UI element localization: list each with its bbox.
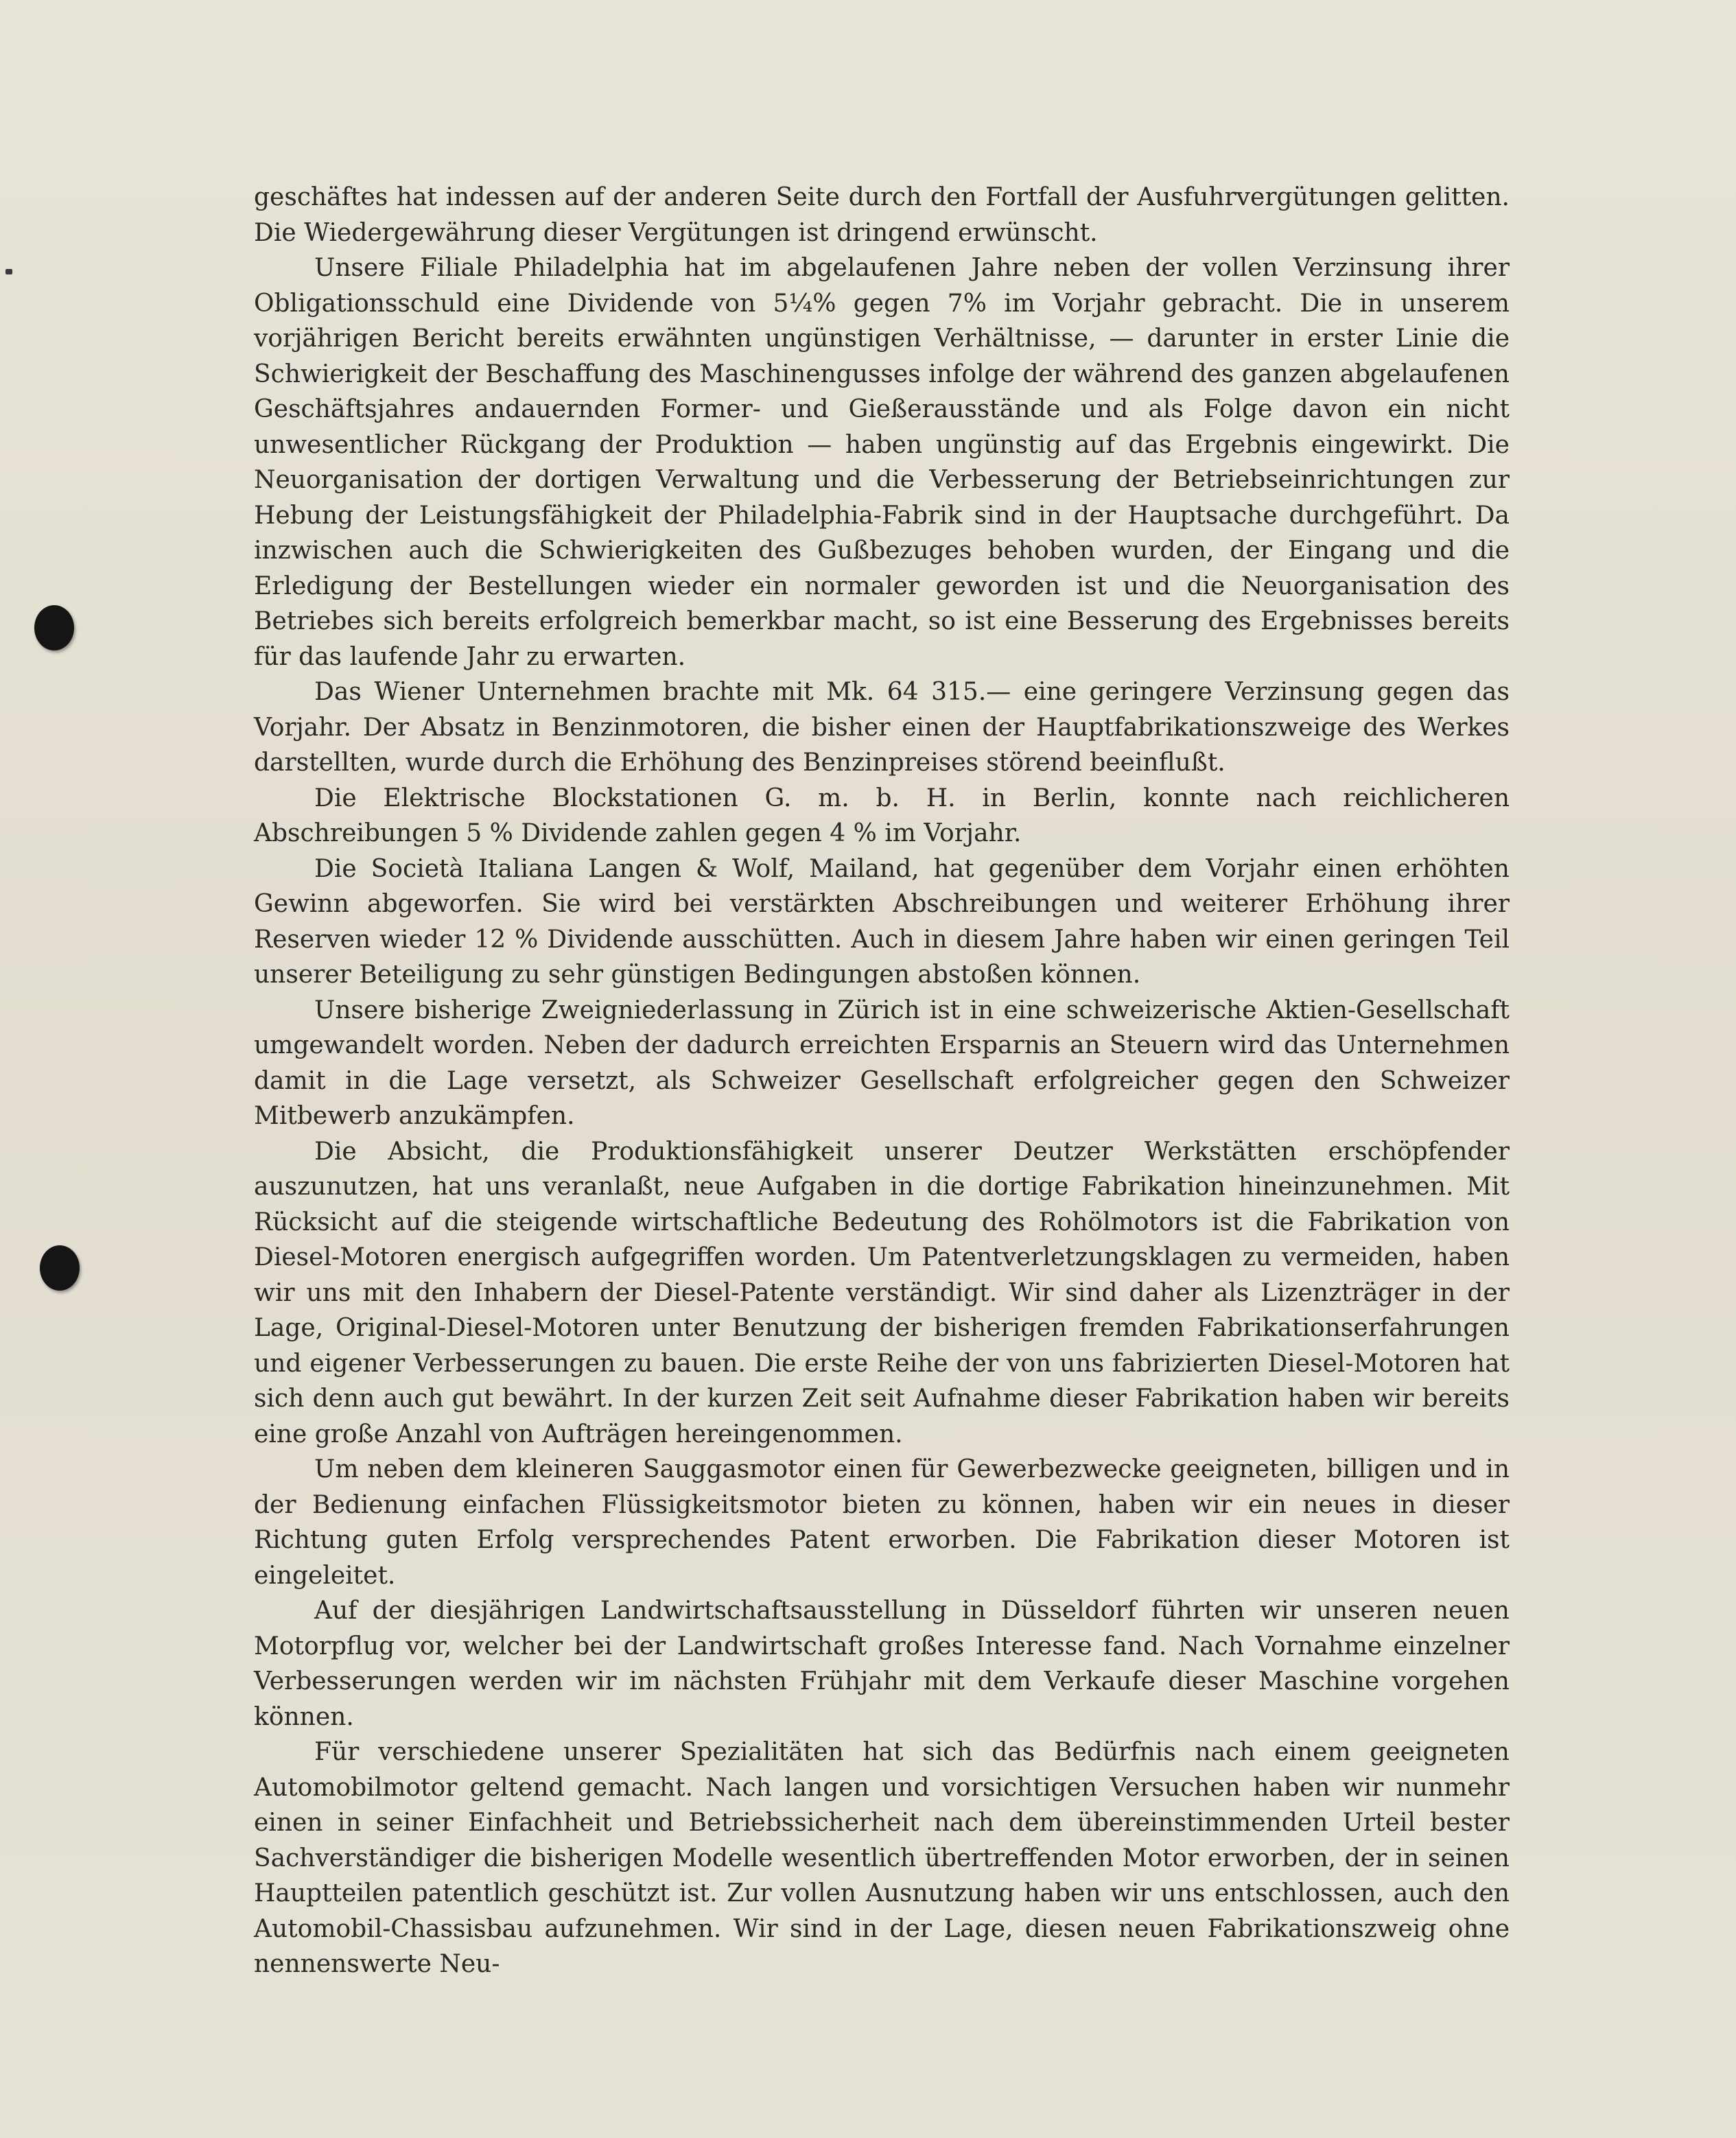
paragraph-automobilmotor: Für verschiedene unserer Spezialitäten hat sich das Bedürfnis nach einem geeigneten Automobilmotor geltend gemacht. Nach langen und vorsichtigen Versuchen haben wir nunmehr einen in seiner Einfachheit und Betriebssicherheit nach dem übereinstimmenden Urteil bester Sachverständiger die bisherigen Modelle wesentlich übertreffenden Motor erworben, der in seinen Hauptteilen patentlich geschützt ist. Zur vollen Ausnutzung haben wir uns entschlossen, auch den Automobil-Chassisbau aufzunehmen. Wir sind in der Lage, diesen neuen Fabrikationszweig ohne nennenswerte Neu- bbox=[254, 1738, 1510, 1978]
margin-ink-mark bbox=[5, 269, 12, 274]
paragraph-continuation: geschäftes hat indessen auf der anderen Seite durch den Fortfall der Ausfuhrvergütungen gelitten. Die Wiedergewährung dieser Vergütungen ist dringend erwünscht. bbox=[254, 183, 1510, 247]
binding-hole-bottom bbox=[40, 1245, 80, 1291]
paragraph-philadelphia: Unsere Filiale Philadelphia hat im abgelaufenen Jahre neben der vollen Verzinsung ihrer Obligationsschuld eine Dividende von 5¼% gegen 7% im Vorjahr gebracht. Die in unserem vorjährigen Bericht bereits erwähnten ungünstigen Verhältnisse, — darunter in erster Linie die Schwierigkeit der Beschaffung des Maschinengusses infolge der während des ganzen abgelaufenen Geschäftsjahres andauernden Former- und Gießerausstände und als Folge davon ein nicht unwesentlicher Rückgang der Produktion — haben ungünstig auf das Ergebnis eingewirkt. Die Neuorganisation der dortigen Verwaltung und die Verbesserung der Betriebseinrichtungen zur Hebung der Leistungsfähigkeit der Philadelphia-Fabrik sind in der Hauptsache durchgeführt. Da inzwischen auch die Schwierigkeiten des Gußbezuges behoben wurden, der Eingang und die Erledigung der Bestellungen wieder ein normaler geworden ist und die Neuorganisation des Betriebes sich bereits erfolgreich bemerkbar macht, so ist eine Besserung des Ergebnisses bereits für das laufende Jahr zu erwarten. bbox=[254, 254, 1510, 671]
paragraph-societa-italiana: Die Società Italiana Langen & Wolf, Mailand, hat gegenüber dem Vorjahr einen erhöhten Gewinn abgeworfen. Sie wird bei verstärkten Abschreibungen und weiterer Erhöhung ihrer Reserven wieder 12 % Dividende ausschütten. Auch in diesem Jahre haben wir einen geringen Teil unserer Beteiligung zu sehr günstigen Bedingungen abstoßen können. bbox=[254, 854, 1510, 989]
paragraph-zuerich: Unsere bisherige Zweigniederlassung in Zürich ist in eine schweizerische Aktien-Gesellschaft umgewandelt worden. Neben der dadurch erreichten Ersparnis an Steuern wird das Unternehmen damit in die Lage versetzt, als Schweizer Gesellschaft erfolgreicher gegen den Schweizer Mitbewerb anzukämpfen. bbox=[254, 996, 1510, 1130]
paragraph-wien: Das Wiener Unternehmen brachte mit Mk. 64 315.— eine geringere Verzinsung gegen das Vorjahr. Der Absatz in Benzinmotoren, die bisher einen der Hauptfabrikationszweige des Werkes darstellten, wurde durch die Erhöhung des Benzinpreises störend beeinflußt. bbox=[254, 678, 1510, 777]
document-body bbox=[254, 180, 1510, 1982]
paragraph-diesel-motoren: Die Absicht, die Produktionsfähigkeit unserer Deutzer Werkstätten erschöpfender auszunutzen, hat uns veranlaßt, neue Aufgaben in die dortige Fabrikation hineinzunehmen. Mit Rücksicht auf die steigende wirtschaftliche Bedeutung des Rohölmotors ist die Fabrikation von Diesel-Motoren energisch aufgegriffen worden. Um Patentverletzungsklagen zu vermeiden, haben wir uns mit den Inhabern der Diesel-Patente verständigt. Wir sind daher als Lizenzträger in der Lage, Original-Diesel-Motoren unter Benutzung der bisherigen fremden Fabrikationserfahrungen und eigener Verbesserungen zu bauen. Die erste Reihe der von uns fabrizierten Diesel-Motoren hat sich denn auch gut bewährt. In der kurzen Zeit seit Aufnahme dieser Fabrikation haben wir bereits eine große Anzahl von Aufträgen hereingenommen. bbox=[254, 1137, 1510, 1448]
paragraph-motorpflug: Auf der diesjährigen Landwirtschaftsausstellung in Düsseldorf führten wir unseren neuen Motorpflug vor, welcher bei der Landwirtschaft großes Interesse fand. Nach Vornahme einzelner Verbesserungen werden wir im nächsten Frühjahr mit dem Verkaufe dieser Maschine vorgehen können. bbox=[254, 1597, 1510, 1731]
paragraph-fluessigkeitsmotor: Um neben dem kleineren Sauggasmotor einen für Gewerbezwecke geeigneten, billigen und in der Bedienung einfachen Flüssigkeitsmotor bieten zu können, haben wir ein neues in dieser Richtung guten Erfolg versprechendes Patent erworben. Die Fabrikation dieser Motoren ist eingeleitet. bbox=[254, 1455, 1510, 1590]
binding-hole-top bbox=[34, 605, 74, 650]
paragraph-blockstationen: Die Elektrische Blockstationen G. m. b. H. in Berlin, konnte nach reichlicheren Abschreibungen 5 % Dividende zahlen gegen 4 % im Vorjahr. bbox=[254, 784, 1510, 847]
